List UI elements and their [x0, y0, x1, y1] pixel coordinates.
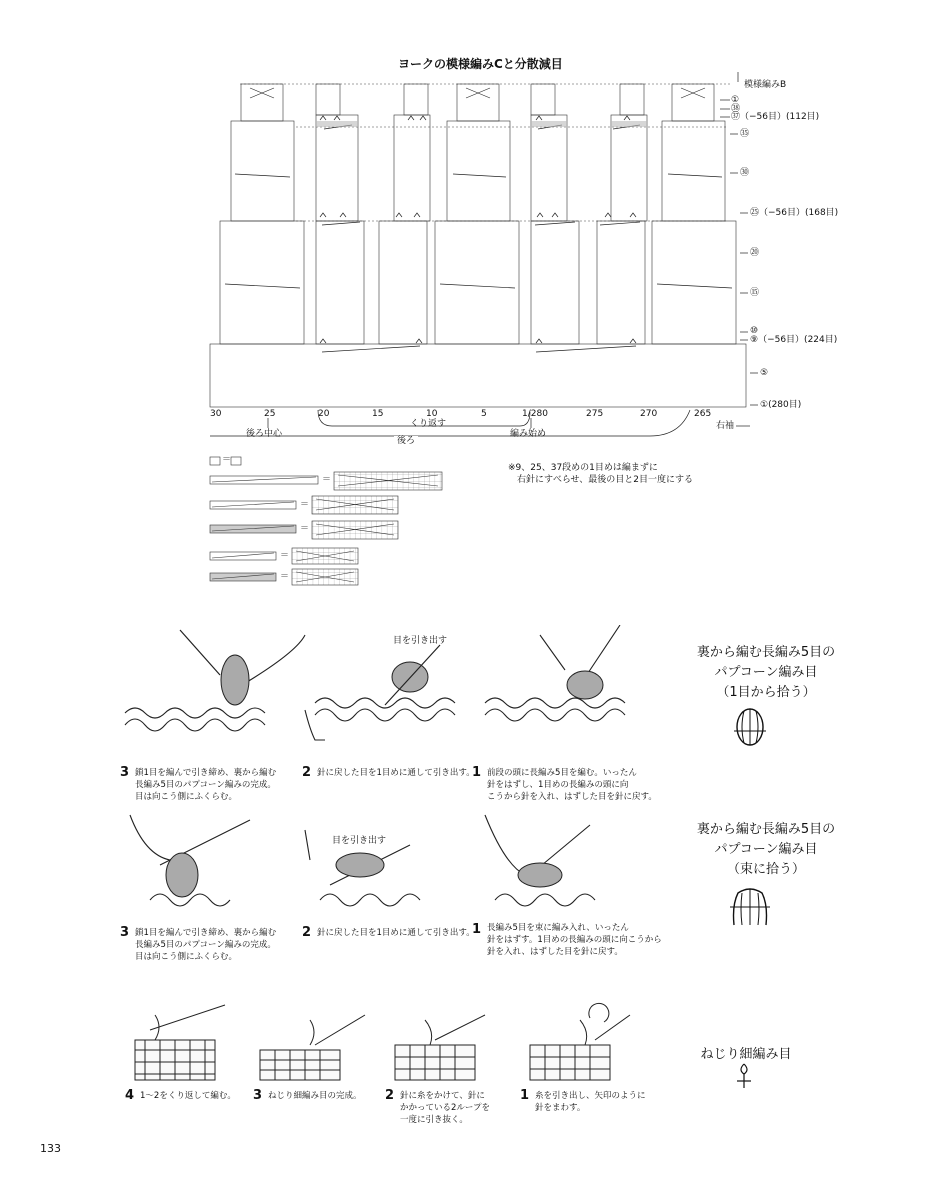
label-repeat: くり返す: [410, 419, 447, 429]
section3-step3-caption: ねじり細編み目の完成。: [268, 1091, 362, 1101]
label-back: 後ろ: [394, 436, 418, 447]
label-row-37: ㊲（−56目）(112目): [731, 112, 820, 122]
section3-step3-num: 3: [253, 1088, 263, 1103]
tick-270: 270: [640, 409, 658, 419]
section3-illustrations: [125, 1000, 645, 1090]
chart-title: ヨークの模様編みCと分散減目: [398, 57, 563, 71]
label-row-25: ㉕（−56目）(168目): [750, 208, 839, 218]
label-row-30: ㉚: [740, 168, 750, 178]
section2-step3-num: 3: [120, 925, 130, 940]
tick-1-280: 1/280: [522, 409, 548, 419]
label-start: 編み始め: [510, 429, 547, 439]
page-number: 133: [40, 1142, 61, 1155]
section2-step2-caption: 針に戻した目を1目めに通して引き出す。: [317, 928, 475, 938]
section1-pull-label: 目を引き出す: [393, 636, 448, 646]
legend-eq-5: ＝: [280, 551, 290, 561]
tick-10: 10: [426, 409, 438, 419]
popcorn-bundle-symbol-icon: [728, 885, 772, 929]
label-row-9: ⑨（−56目）(224目): [750, 335, 838, 345]
legend-eq-4: ＝: [300, 524, 310, 534]
label-right-sleeve: 右袖: [716, 421, 735, 431]
note-line-1: ※9、25、37段めの1目めは編まずに: [508, 463, 658, 473]
section2-pull-label: 目を引き出す: [332, 836, 387, 846]
section2-step1-num: 1: [472, 922, 482, 937]
legend-eq-6: ＝: [280, 572, 290, 582]
label-row-35: ㉟: [740, 129, 750, 139]
section1-title: 裏から編む長編み5目の パプコーン編み目 （1目から拾う）: [696, 645, 836, 700]
tick-15: 15: [372, 409, 384, 419]
section1-step3-caption: 鎖1目を編んで引き締め、裏から編む 長編み5目のパプコーン編みの完成。 目は向こう側にふくらむ。: [135, 768, 277, 802]
section3-step1-caption: 糸を引き出し、矢印のように 針をまわす。: [535, 1091, 646, 1113]
section1-step1-caption: 前段の頭に長編み5目を編む。いったん 針をはずし、1目めの長編みの頭に向 こうから針を入れ、はずした目を針に戻す。: [487, 768, 657, 802]
section3-step2-caption: 針に糸をかけて、針に かかっている2ループを 一度に引き抜く。: [400, 1091, 490, 1125]
legend-eq-1: ＝: [222, 455, 232, 465]
label-row-1-top: ①: [731, 95, 740, 105]
tick-20: 20: [318, 409, 330, 419]
section3-step4-num: 4: [125, 1088, 135, 1103]
tick-30: 30: [210, 409, 222, 419]
section3-title: ねじり細編み目: [700, 1047, 792, 1062]
section1-step2-caption: 針に戻した目を1目めに通して引き出す。: [317, 768, 475, 778]
note-line-2: 右針にすべらせ、最後の目と2目一度にする: [517, 475, 694, 485]
tick-265: 265: [694, 409, 712, 419]
twisted-sc-symbol-icon: [734, 1062, 754, 1090]
label-row-1: ①(280目): [760, 400, 802, 410]
label-row-15: ⑮: [750, 288, 760, 298]
section2-step3-caption: 鎖1目を編んで引き締め、裏から編む 長編み5目のパプコーン編みの完成。 目は向こう側にふくらむ。: [135, 928, 277, 962]
tick-275: 275: [586, 409, 604, 419]
label-row-20: ⑳: [750, 248, 760, 258]
section2-step1-caption: 長編み5目を束に編み入れ、いったん 針をはずす。1目めの長編みの頭に向こうから 針を入れ、はずした目を針に戻す。: [487, 923, 662, 957]
label-row-38: ㊳: [731, 104, 741, 114]
section3-step1-num: 1: [520, 1088, 530, 1103]
label-row-10: ⑩: [750, 326, 759, 336]
legend-eq-2: ＝: [322, 475, 332, 485]
section3-step4-caption: 1〜2をくり返して編む。: [140, 1091, 236, 1101]
tick-25: 25: [264, 409, 276, 419]
popcorn-symbol-icon: [730, 705, 770, 751]
label-back-center: 後ろ中心: [246, 429, 283, 439]
section2-step2-num: 2: [302, 925, 312, 940]
label-row-5: ⑤: [760, 368, 769, 378]
tick-5: 5: [481, 409, 487, 419]
section3-step2-num: 2: [385, 1088, 395, 1103]
legend-eq-3: ＝: [300, 500, 310, 510]
label-pattern-b: 模様編みB: [744, 80, 787, 90]
section1-step2-num: 2: [302, 765, 312, 780]
section1-illustrations: [120, 625, 650, 755]
section1-step1-num: 1: [472, 765, 482, 780]
section2-illustrations: [120, 810, 650, 920]
section1-step3-num: 3: [120, 765, 130, 780]
section2-title: 裏から編む長編み5目の パプコーン編み目 （束に拾う）: [696, 822, 836, 877]
